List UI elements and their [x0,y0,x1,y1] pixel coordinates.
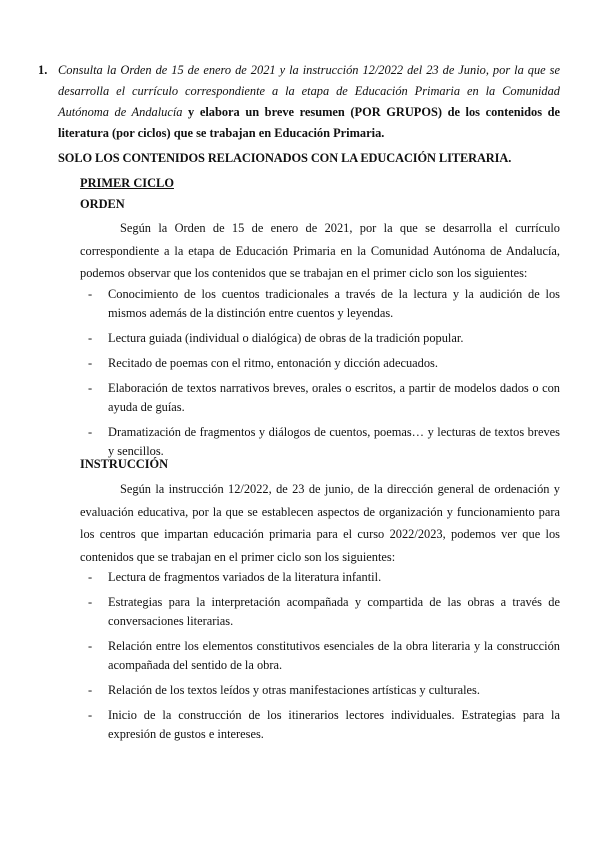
list-item-text: Relación entre los elementos constitutivos esenciales de la obra literaria y la construcción acompañada del sentido de la obra. [108,639,560,672]
list-item [80,593,560,631]
list-item [80,329,560,348]
list-bullet: - [88,287,93,301]
list-item-text: Elaboración de textos narrativos breves, orales o escritos, a partir de modelos dados o con ayuda de guías. [108,381,560,414]
instruccion-content-list [80,568,560,750]
list-bullet: - [88,639,93,653]
list-item-text: Lectura guiada (individual o dialógica) de obras de la tradición popular. [108,331,464,345]
list-bullet: - [88,425,93,439]
list-item [80,706,560,744]
instruccion-heading: INSTRUCCIÓN [80,457,169,471]
list-item [80,285,560,323]
list-item [80,423,560,461]
orden-heading: ORDEN [80,197,125,211]
list-bullet: - [88,683,93,697]
orden-paragraph: Según la Orden de 15 de enero de 2021, por la que se desarrolla el currículo correspondiente a la etapa de Educación Primaria en la Comunidad Autónoma de Andalucía, podemos observar que los contenidos que se trabajan en el primer ciclo son los siguientes: [80,221,560,280]
task-number: 1. [38,63,48,77]
task-bold-text: y elabora un breve resumen (POR GRUPOS) de los contenidos de literatura (por ciclos) que se trabajan en Educación Primaria. [58,105,560,140]
list-item-text: Lectura de fragmentos variados de la literatura infantil. [108,570,382,584]
list-item [80,354,560,373]
list-item [80,568,560,587]
list-item-text: Recitado de poemas con el ritmo, entonación y dicción adecuados. [108,356,438,370]
task-italic-text: Consulta la Orden de 15 de enero de 2021 y la instrucción 12/2022 del 23 de Junio, por la que se desarrolla el currículo correspondiente a la etapa de Educación Primaria en la Comunidad Autónoma de Andalucía [58,63,560,119]
list-item [80,379,560,417]
list-item-text: Relación de los textos leídos y otras manifestaciones artísticas y culturales. [108,683,480,697]
task-statement [38,60,560,144]
list-item-text: Estrategias para la interpretación acompañada y compartida de las obras a través de conversaciones literarias. [108,595,560,628]
list-bullet: - [88,708,93,722]
list-bullet: - [88,570,93,584]
instruccion-paragraph: Según la instrucción 12/2022, de 23 de junio, de la dirección general de ordenación y evaluación educativa, por la que se establecen aspectos de organización y funcionamiento para los centros que impartan educación primaria para el curso 2022/2023, podemos ver que los contenidos que se trabajan en el primer ciclo son los siguientes: [80,482,560,564]
list-item [80,681,560,700]
list-bullet: - [88,381,93,395]
list-bullet: - [88,356,93,370]
list-bullet: - [88,331,93,345]
list-item [80,637,560,675]
list-item-text: Dramatización de fragmentos y diálogos de cuentos, poemas… y lecturas de textos breves y sencillos. [108,425,560,458]
list-item-text: Inicio de la construcción de los itinerarios lectores individuales. Estrategias para la expresión de gustos e intereses. [108,708,560,741]
orden-content-list [80,285,560,467]
list-item-text: Conocimiento de los cuentos tradicionales a través de la lectura y la audición de los mismos además de la distinción entre cuentos y leyendas. [108,287,560,320]
task-text [58,60,560,144]
list-bullet: - [88,595,93,609]
cycle-heading: PRIMER CICLO [80,176,174,190]
scope-note: SOLO LOS CONTENIDOS RELACIONADOS CON LA EDUCACIÓN LITERARIA. [58,151,512,165]
